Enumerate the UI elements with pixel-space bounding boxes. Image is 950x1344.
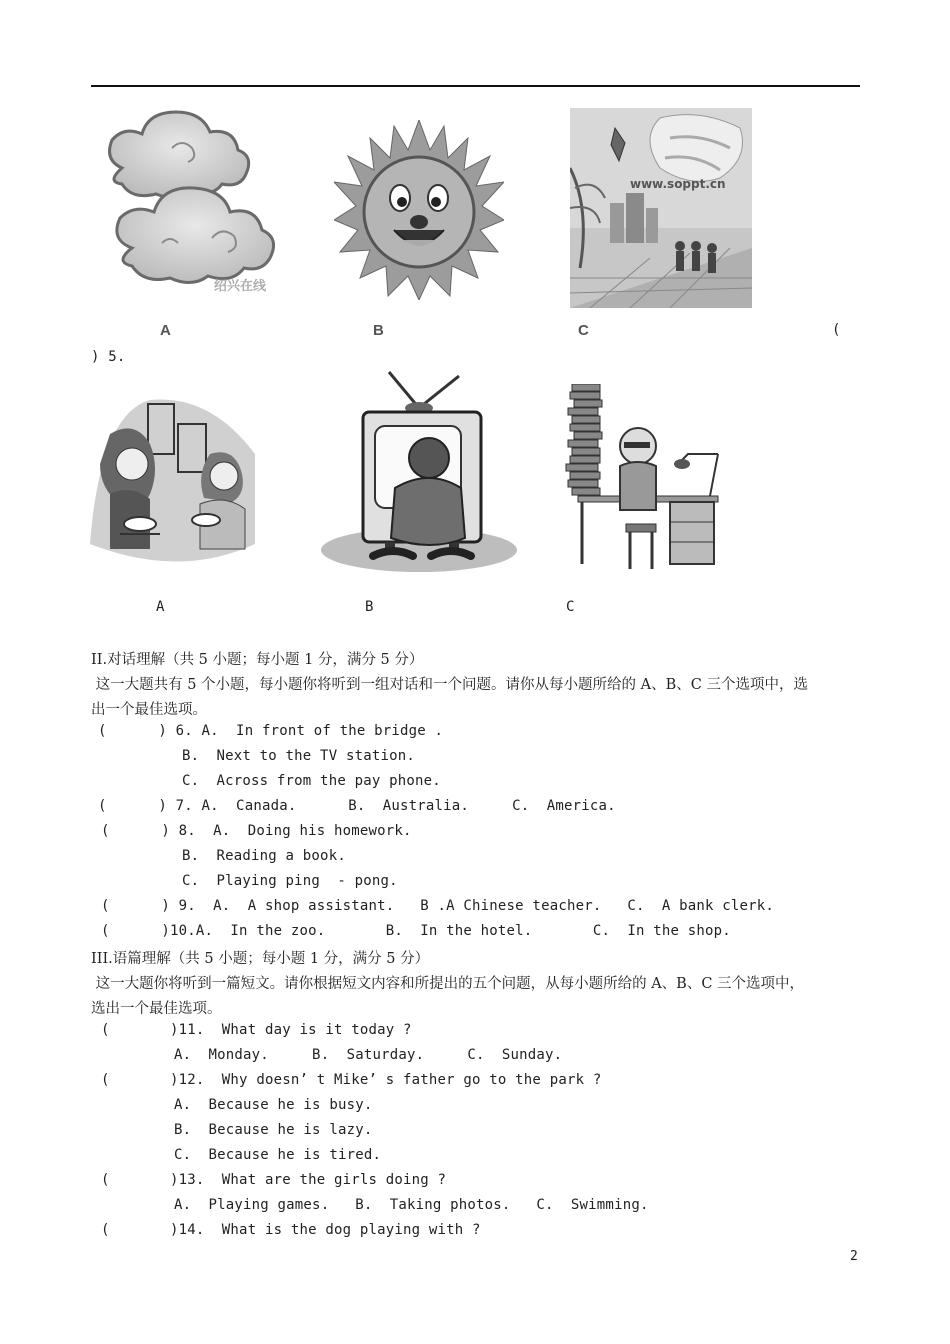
q7-options: ( ) 7. A. Canada. B. Australia. C. America.: [98, 798, 616, 814]
section3-instruction-2: 选出一个最佳选项。: [91, 1001, 222, 1017]
section3-heading: III.语篇理解（共 5 小题；每小题 1 分，满分 5 分）: [91, 951, 430, 967]
q8-option-a: ( ) 8. A. Doing his homework.: [101, 823, 412, 839]
q11-question: ( )11. What day is it today ?: [101, 1022, 412, 1038]
q6-option-c: C. Across from the pay phone.: [182, 773, 441, 789]
windy-picture: [570, 108, 752, 308]
reading-picture: [560, 384, 730, 574]
q4-label-b: B: [373, 322, 384, 339]
q4-label-c: C: [578, 322, 589, 339]
tv-watching-picture: [319, 370, 519, 575]
q5-label-a: A: [156, 599, 165, 615]
q12-option-c: C. Because he is tired.: [174, 1147, 382, 1163]
q12-option-a: A. Because he is busy.: [174, 1097, 373, 1113]
sunny-picture: [334, 120, 504, 300]
q14-question: ( )14. What is the dog playing with ?: [101, 1222, 481, 1238]
url-watermark: www.soppt.cn: [630, 177, 726, 191]
q13-question: ( )13. What are the girls doing ?: [101, 1172, 447, 1188]
q11-options: A. Monday. B. Saturday. C. Sunday.: [174, 1047, 563, 1063]
q5-label-b: B: [365, 599, 374, 615]
section2-heading: II.对话理解（共 5 小题；每小题 1 分，满分 5 分）: [91, 652, 424, 668]
header-rule: [91, 85, 860, 87]
q6-option-b: B. Next to the TV station.: [182, 748, 415, 764]
page-number: 2: [850, 1249, 858, 1264]
q12-question: ( )12. Why doesn’ t Mike’ s father go to the park ?: [101, 1072, 602, 1088]
q4-label-a: A: [160, 322, 171, 339]
q10-options: ( )10.A. In the zoo. B. In the hotel. C. In the shop.: [101, 923, 731, 939]
cloudy-picture: [102, 108, 292, 308]
q12-option-b: B. Because he is lazy.: [174, 1122, 373, 1138]
q5-label-c: C: [566, 599, 575, 615]
q6-option-a: ( ) 6. A. In front of the bridge .: [98, 723, 444, 739]
q5-number: ) 5.: [91, 349, 126, 365]
q5-paren-open: (: [832, 322, 841, 338]
section2-instruction-2: 出一个最佳选项。: [91, 702, 207, 718]
q13-options: A. Playing games. B. Taking photos. C. Swimming.: [174, 1197, 649, 1213]
q8-option-c: C. Playing ping - pong.: [182, 873, 398, 889]
section2-instruction-1: 这一大题共有 5 个小题，每小题你将听到一组对话和一个问题。请你从每小题所给的 A、B、C 三个选项中，选: [91, 677, 808, 693]
chatting-picture: [90, 394, 255, 574]
logo-watermark: 绍兴在线: [214, 279, 267, 294]
q8-option-b: B. Reading a book.: [182, 848, 346, 864]
section3-instruction-1: 这一大题你将听到一篇短文。请你根据短文内容和所提出的五个问题，从每小题所给的 A、B、C 三个选项中，: [91, 976, 805, 992]
q9-options: ( ) 9. A. A shop assistant. B .A Chinese teacher. C. A bank clerk.: [101, 898, 775, 914]
